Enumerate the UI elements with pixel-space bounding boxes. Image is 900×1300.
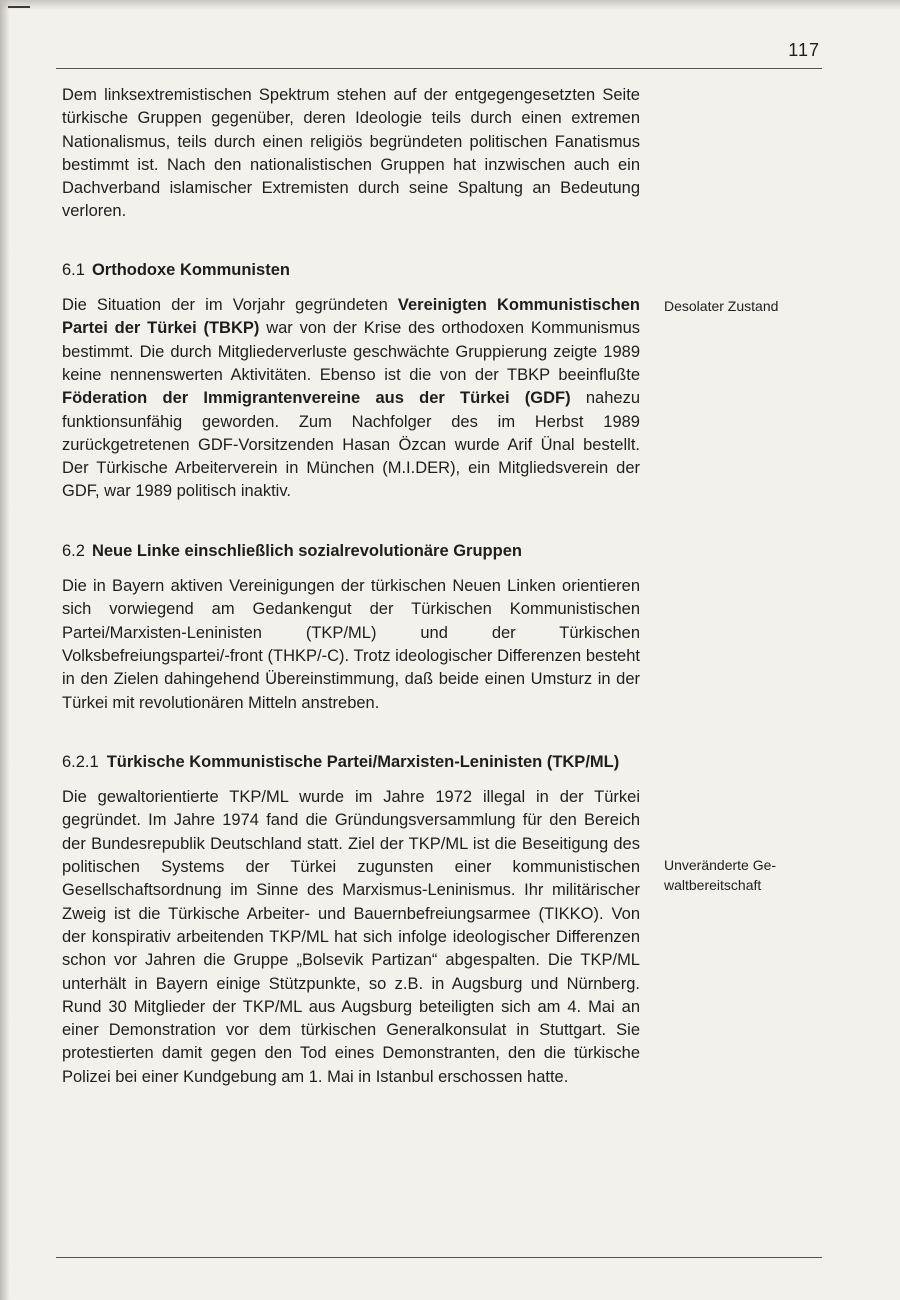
section-number: 6.2.1 (62, 752, 99, 771)
intro-paragraph: Dem linksextremistischen Spektrum stehen auf der entgegengesetzten Seite türkische Gruppen gegenüber, deren Ideologie teils durch einen extremen Nationalismus, teils durch einen religiös begründeten politischen Fanatismus bestimmt ist. Nach den nationalistischen Gruppen hat inzwischen auch ein Dachverband islamischer Extremisten durch seine Spaltung an Bedeutung verloren. (62, 86, 640, 221)
section-6-1-paragraph (62, 294, 640, 504)
section-heading-6-2-1 (62, 751, 640, 774)
scan-shadow-top (0, 0, 900, 10)
text-run: Die Situation der im Vorjahr gegründeten (62, 296, 398, 315)
text-run: war von der Krise des orthodoxen Kommunismus bestimmt. Die durch Mitgliederverluste geschwächte Gruppierung zeigte 1989 keine nennenswerten Aktivitäten. Ebenso ist die von der TBKP beeinflußte (62, 319, 641, 384)
main-text-column (62, 84, 640, 1089)
footer-rule (56, 1257, 822, 1258)
margin-note-gewaltbereitschaft: Unveränderte Gewaltbereitschaft (664, 857, 777, 893)
scan-shadow-left (0, 0, 10, 1300)
section-heading-6-2 (62, 540, 640, 563)
section-number: 6.1 (62, 260, 85, 279)
section-heading-6-1 (62, 259, 640, 282)
page-number: 117 (788, 40, 820, 60)
text-run: nahezu funktionsunfähig geworden. Zum Nachfolger des im Herbst 1989 zurückgetretenen GDF-Vorsitzenden Hasan Özcan wurde Arif Ünal bestellt. Der Türkische Arbeiterverein in München (M.I.DER), ein Mitgliedsverein der GDF, war 1989 politisch inaktiv. (62, 389, 640, 501)
scan-corner-mark (8, 6, 30, 8)
section-6-2-1-paragraph: Die gewaltorientierte TKP/ML wurde im Jahre 1972 illegal in der Türkei gegründet. Im Jahre 1974 fand die Gründungsversammlung für den Bereich der Bundesrepublik Deutschland statt. Ziel der TKP/ML ist die Beseitigung des politischen Systems der Türkei zugunsten einer kommunistischen Gesellschaftsordnung im Sinne des Marxismus-Leninismus. Ihr militärischer Zweig ist die Türkische Arbeiter- und Bauernbefreiungsarmee (TIKKO). Von der konspirativ arbeitenden TKP/ML hat sich infolge ideologischer Differenzen schon vor Jahren die Gruppe „Bolsevik Partizan“ abgespalten. Die TKP/ML unterhält in Bayern einige Stützpunkte, so z.B. in Augsburg und Nürnberg. Rund 30 Mitglieder der TKP/ML aus Augsburg beteiligten sich am 4. Mai an einer Demonstration vor dem türkischen Generalkonsulat in Stuttgart. Sie protestierten damit gegen den Tod eines Demonstranten, den die türkische Polizei bei einer Kundgebung am 1. Mai in Istanbul erschossen hatte. (62, 788, 640, 1086)
section-number: 6.2 (62, 541, 85, 560)
section-title: Neue Linke einschließlich sozialrevolutionäre Gruppen (91, 541, 522, 560)
bold-term-gdf: Föderation der Immigrantenvereine aus der Türkei (GDF) (62, 389, 571, 408)
header-rule (56, 68, 822, 69)
bold-term-tbkp: Vereinigten Kommunistischen Partei der Türkei (TBKP) (62, 296, 640, 338)
margin-note-desolater-zustand: Desolater Zustand (664, 298, 779, 314)
section-6-2-paragraph: Die in Bayern aktiven Vereinigungen der türkischen Neuen Linken orientieren sich vorwiegend am Gedankengut der Türkischen Kommunistischen Partei/Marxisten-Leninisten (TKP/ML) und der Türkischen Volksbefreiungspartei/-front (THKP/-C). Trotz ideologischer Differenzen besteht in den Zielen dahingehend Übereinstimmung, daß beide einen Umsturz in der Türkei mit revolutionären Mitteln anstreben. (62, 577, 640, 712)
section-title: Türkische Kommunistische Partei/Marxisten-Leninisten (TKP/ML) (106, 752, 620, 771)
section-title: Orthodoxe Kommunisten (91, 260, 290, 279)
